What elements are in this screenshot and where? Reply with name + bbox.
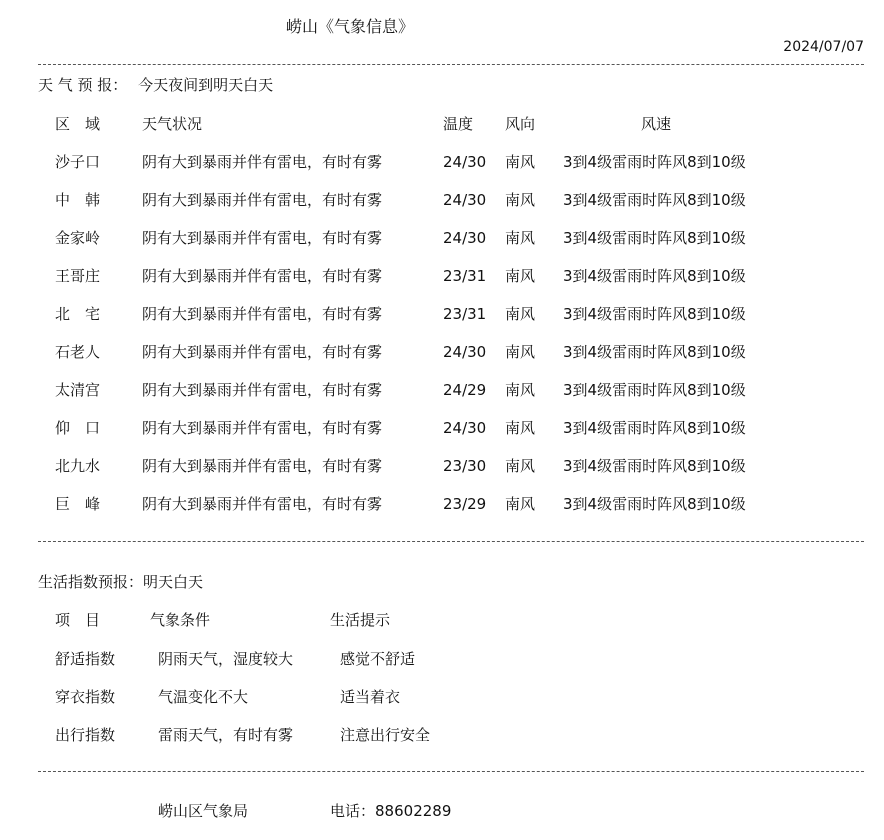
area-name: 金家岭 [55,229,101,247]
wind-speed: 3到4级雷雨时阵风8到10级 [563,229,746,247]
wind-direction: 南风 [505,229,536,247]
wind-speed: 3到4级雷雨时阵风8到10级 [563,419,746,437]
wind-direction: 南风 [505,267,536,285]
wind-direction: 南风 [505,343,536,361]
weather-condition: 阴有大到暴雨并伴有雷电，有时有雾 [142,153,383,171]
forecast-period: 今天夜间到明天白天 [138,76,274,94]
wind-speed: 3到4级雷雨时阵风8到10级 [563,305,746,323]
index-name: 出行指数 [55,726,116,744]
temperature: 24/30 [443,153,487,171]
weather-condition: 阴有大到暴雨并伴有雷电，有时有雾 [142,495,383,513]
footer-phone-label: 电话： [330,802,376,820]
area-name: 石老人 [55,343,101,361]
col-temp: 温度 [443,115,474,133]
wind-direction: 南风 [505,381,536,399]
life-index-row [0,687,884,707]
temperature: 23/30 [443,457,487,475]
col-weather-condition: 气象条件 [150,611,211,629]
forecast-row [0,494,884,514]
divider-top [38,64,864,65]
forecast-row [0,266,884,286]
area-name: 中 韩 [55,191,101,209]
index-condition: 雷雨天气，有时有雾 [158,726,294,744]
weather-condition: 阴有大到暴雨并伴有雷电，有时有雾 [142,419,383,437]
col-wind-speed: 风速 [641,115,672,133]
footer-phone-number: 88602289 [375,802,452,820]
life-index-heading: 生活指数预报：明天白天 [38,573,204,591]
page-title: 崂山《气象信息》 [285,17,414,36]
index-tip: 感觉不舒适 [340,650,416,668]
wind-speed: 3到4级雷雨时阵风8到10级 [563,267,746,285]
wind-direction: 南风 [505,419,536,437]
divider-bottom [38,771,864,772]
area-name: 太清宫 [55,381,101,399]
col-life-tip: 生活提示 [330,611,391,629]
index-name: 穿衣指数 [55,688,116,706]
weather-condition: 阴有大到暴雨并伴有雷电，有时有雾 [142,343,383,361]
weather-condition: 阴有大到暴雨并伴有雷电，有时有雾 [142,191,383,209]
temperature: 24/30 [443,191,487,209]
divider-middle [38,541,864,542]
temperature: 23/31 [443,267,487,285]
life-index-header-row [0,610,884,630]
wind-direction: 南风 [505,457,536,475]
footer-phone [330,801,451,821]
temperature: 24/30 [443,343,487,361]
forecast-row [0,380,884,400]
wind-direction: 南风 [505,153,536,171]
weather-condition: 阴有大到暴雨并伴有雷电，有时有雾 [142,305,383,323]
forecast-row [0,456,884,476]
forecast-heading [38,75,273,95]
col-area: 区 域 [55,115,101,133]
weather-condition: 阴有大到暴雨并伴有雷电，有时有雾 [142,381,383,399]
report-date: 2024/07/07 [783,39,864,55]
life-index-row [0,725,884,745]
forecast-row [0,152,884,172]
wind-direction: 南风 [505,495,536,513]
temperature: 23/29 [443,495,487,513]
area-name: 仰 口 [55,419,101,437]
col-item: 项 目 [55,611,101,629]
area-name: 北九水 [55,457,101,475]
forecast-row [0,304,884,324]
area-name: 王哥庄 [55,267,101,285]
life-index-row [0,649,884,669]
col-wind-dir: 风向 [505,115,536,133]
weather-condition: 阴有大到暴雨并伴有雷电，有时有雾 [142,457,383,475]
temperature: 24/30 [443,419,487,437]
area-name: 巨 峰 [55,495,101,513]
index-tip: 注意出行安全 [340,726,431,744]
forecast-header-row [0,114,884,134]
forecast-row [0,342,884,362]
footer-bureau: 崂山区气象局 [158,802,249,820]
col-condition: 天气状况 [142,115,203,133]
wind-speed: 3到4级雷雨时阵风8到10级 [563,495,746,513]
forecast-row [0,190,884,210]
index-name: 舒适指数 [55,650,116,668]
wind-speed: 3到4级雷雨时阵风8到10级 [563,381,746,399]
wind-speed: 3到4级雷雨时阵风8到10级 [563,457,746,475]
weather-condition: 阴有大到暴雨并伴有雷电，有时有雾 [142,267,383,285]
wind-speed: 3到4级雷雨时阵风8到10级 [563,191,746,209]
wind-direction: 南风 [505,191,536,209]
area-name: 北 宅 [55,305,101,323]
wind-speed: 3到4级雷雨时阵风8到10级 [563,153,746,171]
index-condition: 气温变化不大 [158,688,249,706]
wind-speed: 3到4级雷雨时阵风8到10级 [563,343,746,361]
index-condition: 阴雨天气，湿度较大 [158,650,294,668]
temperature: 23/31 [443,305,487,323]
temperature: 24/29 [443,381,487,399]
wind-direction: 南风 [505,305,536,323]
forecast-row [0,418,884,438]
temperature: 24/30 [443,229,487,247]
forecast-row [0,228,884,248]
index-tip: 适当着衣 [340,688,401,706]
area-name: 沙子口 [55,153,101,171]
weather-condition: 阴有大到暴雨并伴有雷电，有时有雾 [142,229,383,247]
forecast-heading-label: 天 气 预 报： [38,76,128,94]
